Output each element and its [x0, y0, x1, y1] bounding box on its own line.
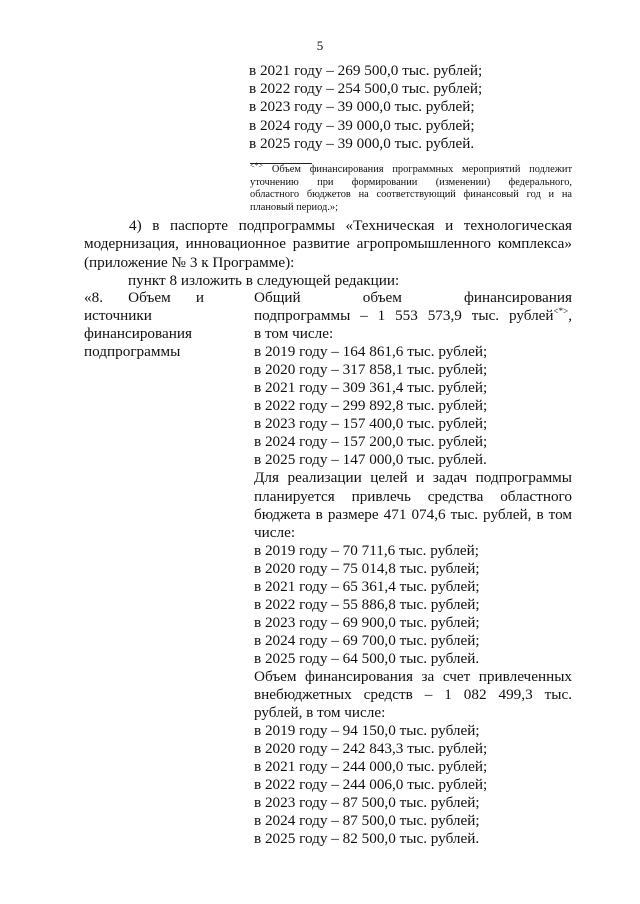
regional-year-item: в 2025 году – 64 500,0 тыс. рублей.	[254, 649, 480, 667]
item-4-paragraph	[84, 217, 572, 272]
total-year-item: в 2020 году – 317 858,1 тыс. рублей;	[254, 361, 488, 379]
list-item: в 2025 году – 39 000,0 тыс. рублей.	[249, 134, 475, 152]
total-funding-line: Общий объем финансирования	[254, 289, 572, 306]
total-year-item: в 2019 году – 164 861,6 тыс. рублей;	[254, 343, 488, 361]
table-left-line: подпрограммы	[84, 343, 181, 361]
total-funding-line: подпрограммы – 1 553 573,9 тыс. рублей<*>,	[254, 306, 572, 325]
footnote-line: плановый период.»;	[250, 202, 338, 214]
table-left-line: «8. Объем и	[84, 289, 204, 306]
regional-year-item: в 2024 году – 69 700,0 тыс. рублей;	[254, 631, 480, 649]
footnote-marker: <*>	[250, 161, 264, 170]
extrabudgetary-line: рублей, в том числе:	[254, 704, 386, 722]
extrabudgetary-year-item: в 2025 году – 82 500,0 тыс. рублей.	[254, 830, 480, 848]
footnote-line: областного бюджетов на соответствующий финансовый год и на	[250, 189, 572, 201]
list-item: в 2022 году – 254 500,0 тыс. рублей;	[249, 80, 483, 98]
total-year-item: в 2024 году – 157 200,0 тыс. рублей;	[254, 433, 488, 451]
extrabudgetary-year-item: в 2022 году – 244 006,0 тыс. рублей;	[254, 776, 488, 794]
total-year-item: в 2023 году – 157 400,0 тыс. рублей;	[254, 415, 488, 433]
point-8-intro: пункт 8 изложить в следующей редакции:	[128, 272, 400, 289]
page-number: 5	[316, 38, 324, 53]
list-item: в 2021 году – 269 500,0 тыс. рублей;	[249, 62, 483, 79]
table-left-cell	[84, 289, 204, 361]
total-year-item: в 2022 году – 299 892,8 тыс. рублей;	[254, 397, 488, 415]
footnote-line: <*> Объем финансирования программных мероприятий подлежит	[250, 161, 572, 175]
regional-budget-line: Для реализации целей и задач подпрограммы	[254, 469, 572, 487]
funding-years-list-previous	[249, 62, 482, 153]
regional-budget-line: планируется привлечь средства областного	[254, 487, 572, 505]
extrabudgetary-year-item: в 2019 году – 94 150,0 тыс. рублей;	[254, 722, 480, 740]
regional-year-item: в 2022 году – 55 886,8 тыс. рублей;	[254, 595, 480, 613]
list-item: в 2023 году – 39 000,0 тыс. рублей;	[249, 98, 475, 116]
total-year-item: в 2025 году – 147 000,0 тыс. рублей.	[254, 451, 487, 469]
extrabudgetary-year-item: в 2023 году – 87 500,0 тыс. рублей;	[254, 794, 480, 812]
extrabudgetary-line: Объем финансирования за счет привлеченных	[254, 667, 572, 685]
paragraph-line: (приложение № 3 к Программе):	[84, 253, 295, 271]
extrabudgetary-year-item: в 2021 году – 244 000,0 тыс. рублей;	[254, 758, 488, 776]
regional-year-item: в 2019 году – 70 711,6 тыс. рублей;	[254, 541, 480, 559]
extrabudgetary-year-item: в 2020 году – 242 843,3 тыс. рублей;	[254, 740, 488, 758]
table-left-line: финансирования	[84, 325, 192, 343]
footnote-line: уточнению при формировании (изменении) федерального,	[250, 176, 572, 188]
footnote-marker: <*>	[553, 306, 569, 317]
footnote	[250, 161, 572, 215]
table-right-cell	[254, 289, 572, 848]
table-left-line: источники	[84, 307, 152, 325]
regional-year-item: в 2023 году – 69 900,0 тыс. рублей;	[254, 613, 480, 631]
paragraph-line: модернизация, инновационное развитие агропромышленного комплекса»	[84, 235, 572, 253]
regional-budget-line: числе:	[254, 523, 296, 541]
regional-budget-line: бюджета в размере 471 074,6 тыс. рублей, в том	[254, 505, 572, 523]
total-year-item: в 2021 году – 309 361,4 тыс. рублей;	[254, 379, 488, 397]
extrabudgetary-line: внебюджетных средств – 1 082 499,3 тыс.	[254, 686, 572, 704]
total-funding-line: в том числе:	[254, 325, 334, 343]
paragraph-line: 4) в паспорте подпрограммы «Техническая и технологическая	[129, 217, 572, 234]
list-item: в 2024 году – 39 000,0 тыс. рублей;	[249, 116, 475, 134]
regional-year-item: в 2020 году – 75 014,8 тыс. рублей;	[254, 559, 480, 577]
regional-year-item: в 2021 году – 65 361,4 тыс. рублей;	[254, 577, 480, 595]
extrabudgetary-year-item: в 2024 году – 87 500,0 тыс. рублей;	[254, 812, 480, 830]
